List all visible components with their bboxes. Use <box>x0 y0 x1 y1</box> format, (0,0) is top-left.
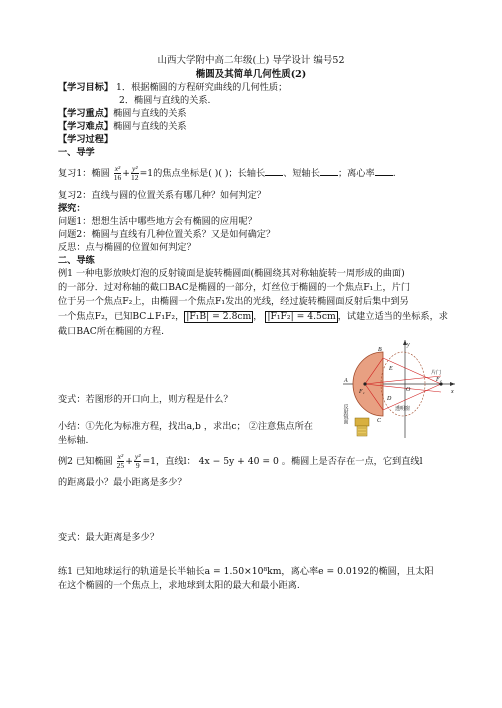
fraction-x2-16: $\frac{\text{x²}}{16}$ <box>113 164 122 182</box>
example-1-line-4: 一个焦点F₂，已知BC⊥F₁F₂， |F₁B| = 2.8cm ， |F₁F₂| = 4.5cm ，试建立适当的坐标系，求 <box>58 311 448 322</box>
review-1: 复习1：椭圆 $\frac{\text{x²}}{16}$ + $\frac{\text{y²}}{12}$ =1的焦点坐标是( )( )；长轴长 、短轴长 ；离心率 . <box>58 164 396 182</box>
fraction-x2-25: $\frac{\text{x²}}{25}$ <box>116 452 125 470</box>
process-label: 【学习过程】 <box>58 134 114 145</box>
difficulty-label: 【学习难点】 <box>58 121 114 132</box>
difficulty <box>58 121 187 133</box>
summary-line-1: 小结：①先化为标准方程，找出a,b ，求出c； ②注意焦点所在 <box>58 421 313 432</box>
example-1-line-1: 例1 一种电影放映灯泡的反射镜面是旋转椭圆面(椭圆绕其对称轴旋转一周形成的曲面) <box>58 268 405 279</box>
point-label-f2: F₂ <box>436 377 442 383</box>
objective-2: 2．椭圆与直线的关系. <box>119 95 211 106</box>
origin-label: O <box>406 387 411 393</box>
explore-heading: 探究： <box>58 203 86 214</box>
question-2: 问题2：椭圆与直线有几种位置关系？又是如何确定？ <box>58 229 276 240</box>
objectives-label: 【学习目标】 <box>58 82 114 93</box>
window-label: 透明窗 <box>395 407 411 412</box>
point-label-b: B <box>378 347 382 353</box>
review-2: 复习2：直线与圆的位置关系有哪几种？如何判定？ <box>58 190 266 201</box>
blank-major-axis[interactable] <box>265 166 283 176</box>
example-2-line-1: 例2 已知椭圆 $\frac{\text{x²}}{25}$ + $\frac{\text{y²}}{9}$ =1，直线l： 4x − 5y + 40 = 0 。椭圆上是否存在一点，它到直线l <box>58 452 423 470</box>
reflect: 反思：点与椭圆的位置如何判定？ <box>58 242 196 253</box>
point-label-a: A <box>344 378 348 384</box>
page-title: 椭圆及其简单几何性质(2) <box>195 69 307 80</box>
key-point-text: 椭圆与直线的关系 <box>113 108 187 119</box>
blank-eccentricity[interactable] <box>375 166 393 176</box>
practice-1-line-1: 练1 已知地球运行的轨道是长半轴长a = 1.50×10⁸km，离心率e = 0.0192的椭圆，且太阳 <box>58 566 434 577</box>
objective-1: 1．根据椭圆的方程研究曲线的几何性质； <box>116 82 288 93</box>
header-line: 山西大学附中高二年级(上) 导学设计 编号52 <box>157 55 345 66</box>
example-1-line-2: 的一部分．过对称轴的截口BAC是椭圆的一部分，灯丝位于椭圆的一个焦点F₁上，片门 <box>58 282 411 293</box>
review-1-foci: 的焦点坐标是( )( )；长轴长 <box>153 168 266 179</box>
difficulty-text: 椭圆与直线的关系 <box>113 121 187 132</box>
fraction-y2-12: $\frac{\text{y²}}{12}$ <box>131 164 139 182</box>
key-point-label: 【学习重点】 <box>58 108 114 119</box>
summary-line-2: 坐标轴. <box>58 435 89 446</box>
reflector-figure <box>343 338 461 462</box>
objectives-block <box>58 82 287 94</box>
example-1-line-5: 截口BAC所在椭圆的方程. <box>58 326 165 337</box>
axis-label-x: x <box>451 389 454 395</box>
axis-label-y: y <box>407 342 410 348</box>
point-label-d: D <box>387 396 392 402</box>
reflector-label: 反射镜面 <box>343 404 348 424</box>
example-1-line-3: 位于另一个焦点F₂上，由椭圆一个焦点F₁发出的光线，经过旋转椭圆面反射后集中到另 <box>58 296 409 307</box>
point-label-e: E <box>389 366 393 372</box>
review-1-prefix: 复习1：椭圆 <box>58 168 110 179</box>
key-point <box>58 108 187 120</box>
practice-1-line-2: 在这个椭圆的一个焦点上，求地球到太阳的最大和最小距离. <box>58 580 300 591</box>
section-1-heading: 一、导学 <box>58 147 95 158</box>
point-label-c: C <box>377 418 382 424</box>
variant-1: 变式：若图形的开口向上，则方程是什么？ <box>58 394 233 405</box>
variant-2: 变式：最大距离是多少？ <box>58 532 160 543</box>
film-gate-label: 片门 <box>431 371 442 376</box>
f1f2-value: |F₁F₂| = 4.5cm <box>267 311 336 322</box>
point-label-f1: F₁ <box>359 389 365 395</box>
question-1: 问题1：想想生活中哪些地方会有椭圆的应用呢？ <box>58 216 257 227</box>
example-2-line-2: 的距离最小？最小距离是多少？ <box>58 477 187 488</box>
blank-minor-axis[interactable] <box>320 166 338 176</box>
fraction-y2-9: $\frac{\text{y²}}{9}$ <box>134 452 141 470</box>
section-2-heading: 二、导练 <box>58 255 95 266</box>
f1b-value: |F₁B| = 2.8cm <box>186 311 252 322</box>
